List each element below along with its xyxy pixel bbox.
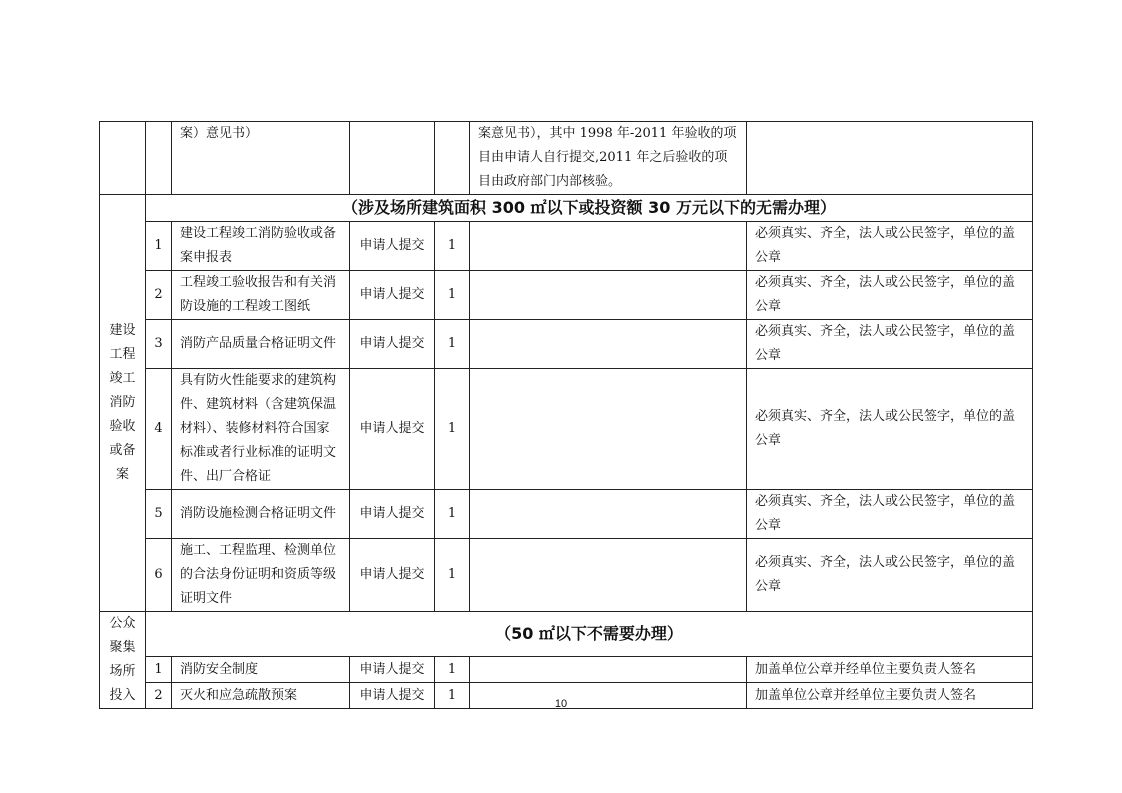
remark xyxy=(470,369,747,490)
table-row xyxy=(100,320,1033,369)
item-name: 施工、工程监理、检测单位的合法身份证明和资质等级证明文件 xyxy=(172,539,350,612)
table-row xyxy=(100,657,1033,683)
submit-method: 申请人提交 xyxy=(350,539,435,612)
table-row xyxy=(100,369,1033,490)
item-name: 具有防火性能要求的建筑构件、建筑材料（含建筑保温材料）、装修材料符合国家标准或者行业标准的证明文件、出厂合格证 xyxy=(172,369,350,490)
remark xyxy=(470,320,747,369)
remark xyxy=(470,657,747,683)
copy-count: 1 xyxy=(435,539,470,612)
row-number: 3 xyxy=(146,320,172,369)
table-row xyxy=(100,271,1033,320)
requirement: 必须真实、齐全，法人或公民签字，单位的盖公章 xyxy=(747,539,1033,612)
requirement: 必须真实、齐全，法人或公民签字，单位的盖公章 xyxy=(747,271,1033,320)
submit-method: 申请人提交 xyxy=(350,320,435,369)
copy-count: 1 xyxy=(435,657,470,683)
row-number: 6 xyxy=(146,539,172,612)
row-number: 4 xyxy=(146,369,172,490)
section-header-row xyxy=(100,612,1033,657)
item-name: 建设工程竣工消防验收或备案申报表 xyxy=(172,222,350,271)
submit-method: 申请人提交 xyxy=(350,683,435,709)
category-cell-blank xyxy=(100,122,146,195)
remark xyxy=(470,539,747,612)
submit-method: 申请人提交 xyxy=(350,271,435,320)
item-name: 消防设施检测合格证明文件 xyxy=(172,490,350,539)
count-cell-blank xyxy=(435,122,470,195)
row-number: 2 xyxy=(146,683,172,709)
copy-count: 1 xyxy=(435,683,470,709)
copy-count: 1 xyxy=(435,320,470,369)
section-header-public: （50 ㎡以下不需要办理） xyxy=(146,612,1033,657)
requirement: 加盖单位公章并经单位主要负责人签名 xyxy=(747,657,1033,683)
section-category-fire: 建设工程竣工消防验收或备案 xyxy=(100,195,146,612)
requirement-cell-blank xyxy=(747,122,1033,195)
section-header-row xyxy=(100,195,1033,222)
item-name: 灭火和应急疏散预案 xyxy=(172,683,350,709)
section-header-fire: （涉及场所建筑面积 300 ㎡以下或投资额 30 万元以下的无需办理） xyxy=(146,195,1033,222)
note-cell: 案意见书），其中 1998 年-2011 年验收的项目由申请人自行提交,2011 年之后验收的项目由政府部门内部核验。 xyxy=(470,122,747,195)
item-name: 工程竣工验收报告和有关消防设施的工程竣工图纸 xyxy=(172,271,350,320)
table-row xyxy=(100,490,1033,539)
requirement: 必须真实、齐全，法人或公民签字，单位的盖公章 xyxy=(747,320,1033,369)
submit-method: 申请人提交 xyxy=(350,657,435,683)
row-number: 1 xyxy=(146,222,172,271)
item-name: 消防产品质量合格证明文件 xyxy=(172,320,350,369)
row-number: 2 xyxy=(146,271,172,320)
item-name-cell: 案）意见书） xyxy=(172,122,350,195)
requirement: 必须真实、齐全，法人或公民签字，单位的盖公章 xyxy=(747,222,1033,271)
table-row xyxy=(100,222,1033,271)
copy-count: 1 xyxy=(435,271,470,320)
section-category-public: 公众聚集场所投入 xyxy=(100,612,146,709)
copy-count: 1 xyxy=(435,369,470,490)
copy-count: 1 xyxy=(435,222,470,271)
submit-method: 申请人提交 xyxy=(350,369,435,490)
remark xyxy=(470,490,747,539)
item-name: 消防安全制度 xyxy=(172,657,350,683)
submit-method: 申请人提交 xyxy=(350,222,435,271)
requirement: 必须真实、齐全，法人或公民签字，单位的盖公章 xyxy=(747,490,1033,539)
requirement: 必须真实、齐全，法人或公民签字，单位的盖公章 xyxy=(747,369,1033,490)
submit-cell-blank xyxy=(350,122,435,195)
table-row xyxy=(100,539,1033,612)
remark xyxy=(470,222,747,271)
copy-count: 1 xyxy=(435,490,470,539)
row-number: 5 xyxy=(146,490,172,539)
number-cell-blank xyxy=(146,122,172,195)
continued-row xyxy=(100,122,1033,195)
requirement: 加盖单位公章并经单位主要负责人签名 xyxy=(747,683,1033,709)
page-number: 10 xyxy=(554,698,568,710)
row-number: 1 xyxy=(146,657,172,683)
remark xyxy=(470,271,747,320)
materials-table xyxy=(99,121,1033,709)
submit-method: 申请人提交 xyxy=(350,490,435,539)
